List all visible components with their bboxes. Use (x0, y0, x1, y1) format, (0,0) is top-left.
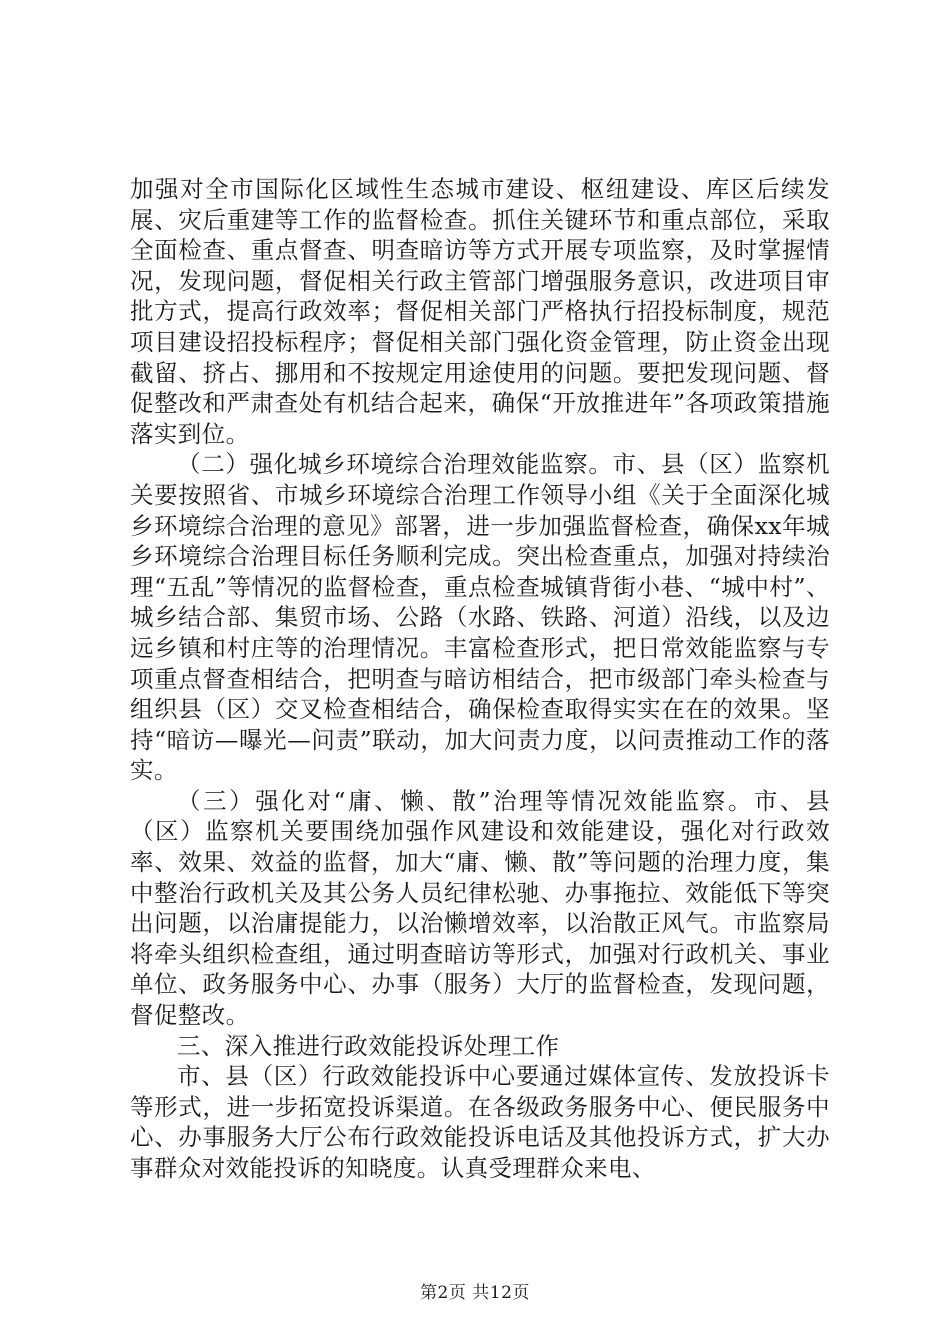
paragraph-complaint-handling: 市、县（区）行政效能投诉中心要通过媒体宣传、发放投诉卡等形式，进一步拓宽投诉渠道。在各级政务服务中心、便民服务中心、办事服务大厅公布行政效能投诉电话及其他投诉方式，扩大办事群众对效能投诉的知晓度。认真受理群众来电、 (130, 1062, 830, 1182)
paragraph-section-3: （三）强化对“庸、懒、散”治理等情况效能监察。市、县（区）监察机关要围绕加强作风建设和效能建设，强化对行政效率、效果、效益的监督，加大“庸、懒、散”等问题的治理力度，集中整治行政机关及其公务人员纪律松驰、办事拖拉、效能低下等突出问题，以治庸提能力，以治懒增效率，以治散正风气。市监察局将牵头组织检查组，通过明查暗访等形式，加强对行政机关、事业单位、政务服务中心、办事（服务）大厅的监督检查，发现问题，督促整改。 (130, 786, 830, 1030)
page-footer: 第2页 共12页 (420, 1283, 530, 1303)
paragraph-section-2: （二）强化城乡环境综合治理效能监察。市、县（区）监察机关要按照省、市城乡环境综合治理工作领导小组《关于全面深化城乡环境综合治理的意见》部署，进一步加强监督检查，确保xx年城乡环境综合治理目标任务顺利完成。突出检查重点，加强对持续治理“五乱”等情况的监督检查，重点检查城镇背街小巷、“城中村”、城乡结合部、集贸市场、公路（水路、铁路、河道）沿线，以及边远乡镇和村庄等的治理情况。丰富检查形式，把日常效能监察与专项重点督查相结合，把明查与暗访相结合，把市级部门牵头检查与组织县（区）交叉检查相结合，确保检查取得实实在在的效果。坚持“暗访—曝光—问责”联动，加大问责力度，以问责推动工作的落实。 (130, 450, 830, 785)
document-body (130, 174, 830, 1184)
section-heading-three: 三、深入推进行政效能投诉处理工作 (177, 1031, 560, 1060)
paragraph-continuation: 加强对全市国际化区域性生态城市建设、枢纽建设、库区后续发展、灾后重建等工作的监督检查。抓住关键环节和重点部位，采取全面检查、重点督查、明查暗访等方式开展专项监察，及时掌握情况，发现问题，督促相关行政主管部门增强服务意识，改进项目审批方式，提高行政效率；督促相关部门严格执行招投标制度，规范项目建设招投标程序；督促相关部门强化资金管理，防止资金出现截留、挤占、挪用和不按规定用途使用的问题。要把发现问题、督促整改和严肃查处有机结合起来，确保“开放推进年”各项政策措施落实到位。 (130, 175, 830, 448)
